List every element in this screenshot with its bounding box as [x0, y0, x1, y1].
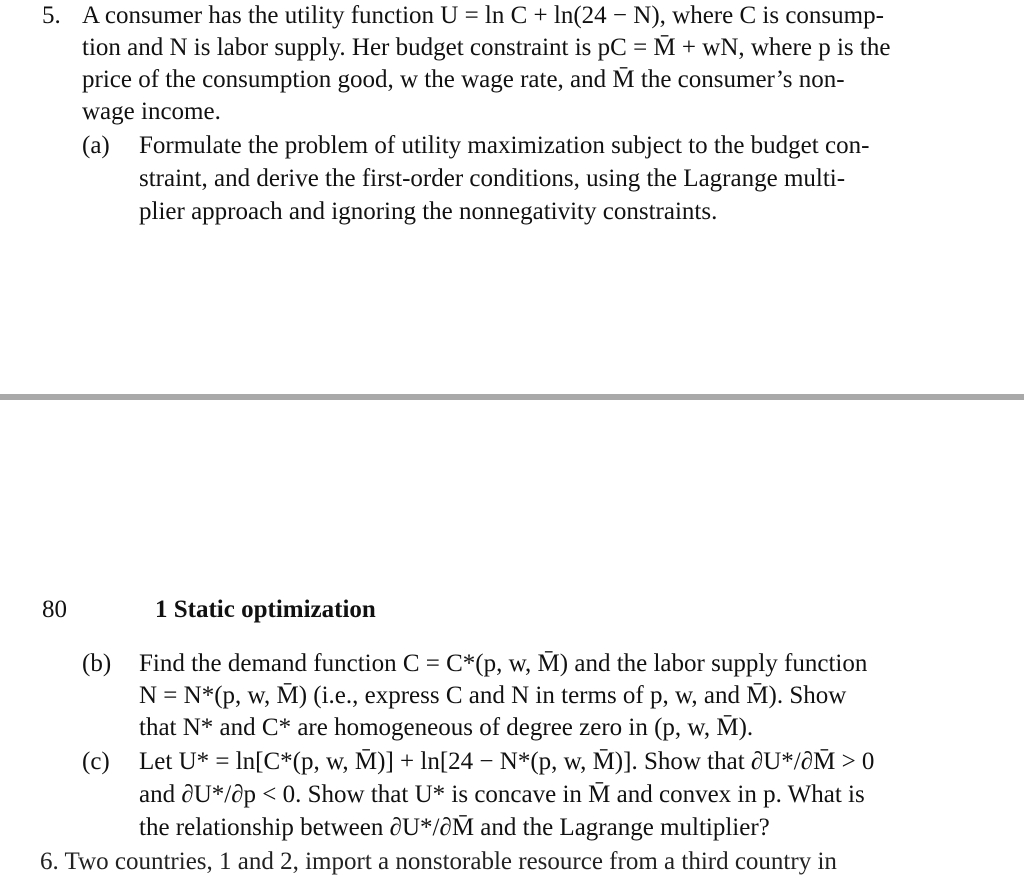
part-c-text-line: and ∂U*/∂p < 0. Show that U* is concave in M̄ and convex in p. What is: [139, 781, 865, 808]
part-a-text-line: plier approach and ignoring the nonnegativity constraints.: [139, 198, 718, 225]
page-number: 80: [42, 596, 67, 623]
part-a-text-line: Formulate the problem of utility maximization subject to the budget con-: [139, 132, 870, 159]
problem-text-line: wage income.: [82, 98, 221, 125]
part-b-text-line: Find the demand function C = C*(p, w, M̄) and the labor supply function: [139, 650, 868, 677]
part-c-text-line: the relationship between ∂U*/∂M̄ and the Lagrange multiplier?: [139, 814, 770, 841]
part-b-text-line: that N* and C* are homogeneous of degree zero in (p, w, M̄).: [139, 714, 754, 741]
problem-text-line: price of the consumption good, w the wage rate, and M̄ the consumer’s non-: [82, 66, 845, 93]
problem-number: 5.: [42, 2, 61, 29]
problem-text-line: A consumer has the utility function U = ln C + ln(24 − N), where C is consump-: [82, 2, 884, 29]
problem-text-line: tion and N is labor supply. Her budget constraint is pC = M̄ + wN, where p is the: [82, 34, 891, 61]
part-c-text-line: Let U* = ln[C*(p, w, M̄)] + ln[24 − N*(p, w, M̄)]. Show that ∂U*/∂M̄ > 0: [139, 748, 875, 775]
chapter-title: 1 Static optimization: [155, 596, 376, 623]
part-b-text-line: N = N*(p, w, M̄) (i.e., express C and N in terms of p, w, and M̄). Show: [139, 682, 847, 709]
page-divider: [0, 394, 1024, 400]
part-b-label: (b): [82, 650, 112, 677]
next-problem-cutoff: 6. Two countries, 1 and 2, import a nonstorable resource from a third country in: [40, 848, 837, 875]
part-a-label: (a): [82, 132, 110, 159]
part-a-text-line: straint, and derive the first-order conditions, using the Lagrange multi-: [139, 165, 846, 192]
part-c-label: (c): [82, 748, 110, 775]
